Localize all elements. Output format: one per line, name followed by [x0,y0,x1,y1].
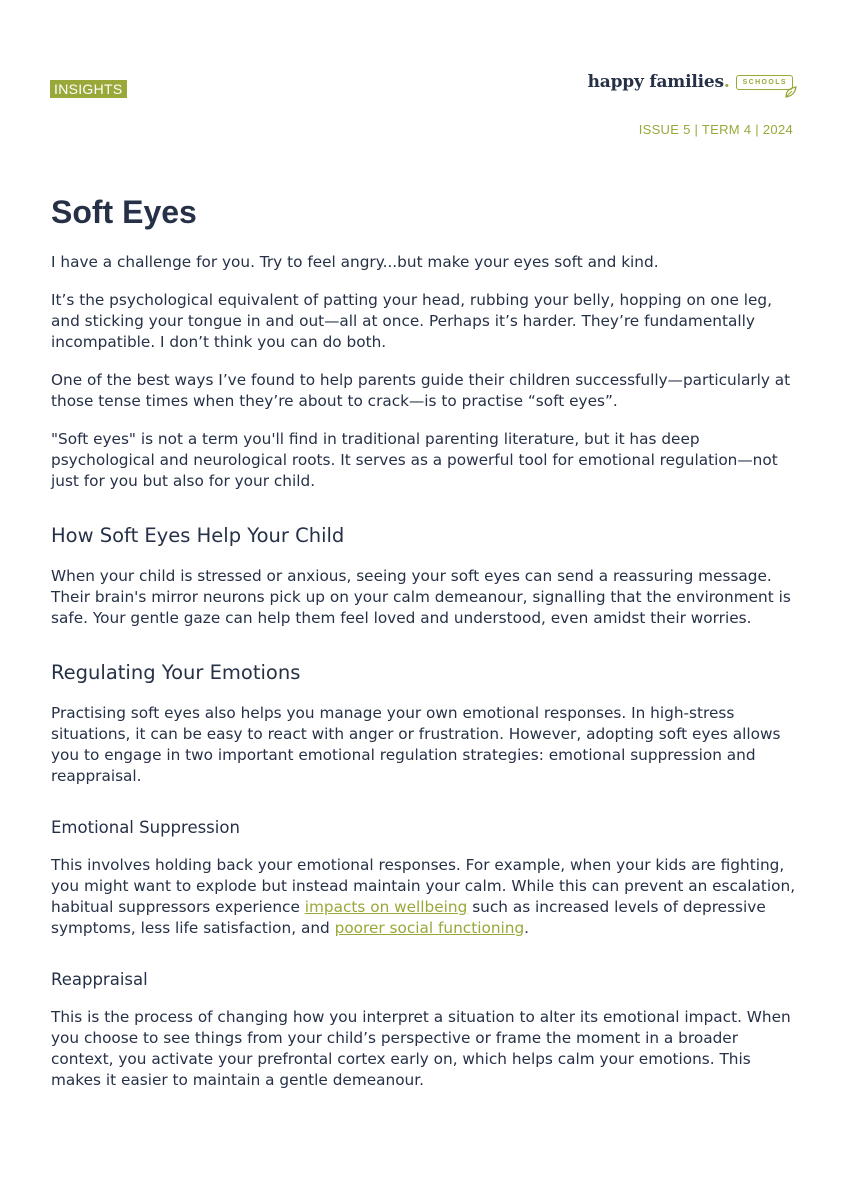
brand-name: happy families [587,72,724,92]
suppression-text-b: such as increased levels of depressive symptoms, less life satisfaction, and [51,898,766,937]
brand-logo [588,72,793,92]
link-impacts-on-wellbeing[interactable]: impacts on wellbeing [304,898,468,916]
heading-suppression: Emotional Suppression [51,818,240,837]
suppression-text-c: . [524,919,530,937]
heading-regulating: Regulating Your Emotions [51,661,301,684]
link-poorer-social-functioning[interactable]: poorer social functioning [334,919,525,937]
paragraph-intro: I have a challenge for you. Try to feel angry...but make your eyes soft and kind. [51,253,659,271]
paragraph-reappraisal: This is the process of changing how you interpret a situation to alter its emotional impact. When you choose to see things from your child’s perspective or frame the moment in a broader context, you activate your prefrontal cortex early on, which helps calm your emotions. This makes it easier to maintain a gentle demeanour. [51,1008,791,1089]
heading-reappraisal: Reappraisal [51,970,148,989]
paragraph-regulating: Practising soft eyes also helps you manage your own emotional responses. In high-stress situations, it can be easy to react with anger or frustration. However, adopting soft eyes allows you to engage in two important emotional regulation strategies: emotional suppression and reappraisal. [51,704,781,785]
heading-help-child: How Soft Eyes Help Your Child [51,524,345,547]
article [51,192,803,1108]
brand-schools-tag [736,75,793,90]
paragraph-best-ways: One of the best ways I’ve found to help parents guide their children successfully—particularly at those tense times when they’re about to crack—is to practise “soft eyes”. [51,371,791,410]
suppression-text-a: This involves holding back your emotional responses. For example, when your kids are fighting, you might want to explode but instead maintain your calm. While this can prevent an escalation, habitual suppressors experience [51,856,796,916]
leaf-icon [784,85,798,99]
paragraph-soft-eyes-term: "Soft eyes" is not a term you'll find in traditional parenting literature, but it has deep psychological and neurological roots. It serves as a powerful tool for emotional regulation—not just for you but also for your child. [51,430,778,490]
brand-wordmark [588,72,730,92]
section-badge: INSIGHTS [50,80,127,98]
paragraph-suppression [51,855,803,939]
paragraph-equivalent: It’s the psychological equivalent of patting your head, rubbing your belly, hopping on one leg, and sticking your tongue in and out—all at once. Perhaps it’s harder. They’re fundamentally incompatible. I don’t think you can do both. [51,291,772,351]
issue-label: ISSUE 5 | TERM 4 | 2024 [638,122,793,137]
article-title: Soft Eyes [51,194,197,230]
brand-dot: . [723,72,730,92]
paragraph-help-child: When your child is stressed or anxious, seeing your soft eyes can send a reassuring message. Their brain's mirror neurons pick up on your calm demeanour, signalling that the environment is safe. Your gentle gaze can help them feel loved and understood, even amidst their worries. [51,567,791,627]
brand-tag-label: SCHOOLS [742,78,787,86]
